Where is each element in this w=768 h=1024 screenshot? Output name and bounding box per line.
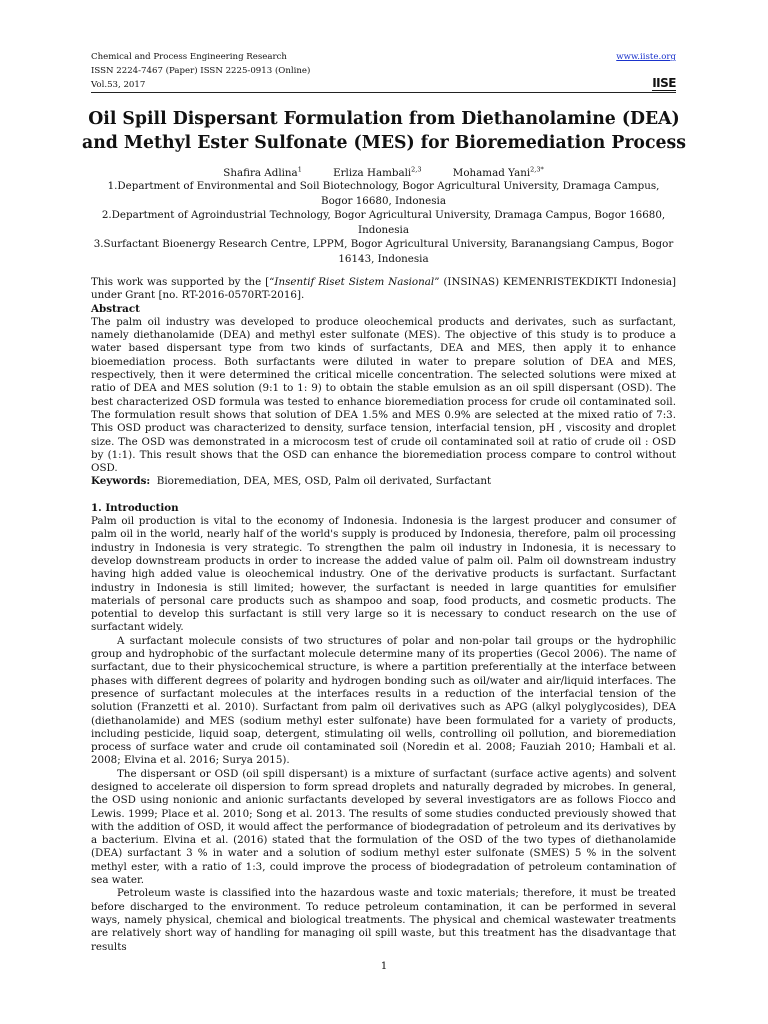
paragraph: Palm oil production is vital to the economy of Indonesia. Indonesia is the largest producer and consumer of palm oil in the world, nearly half of the world's supply is produced by Indonesia, therefore, palm oil processing industry in Indonesia is very strategic. To strengthen the palm oil industry in Indonesia, it is necessary to develop downstream products in order to increase the added value of palm oil. Palm oil downstream industry having high added value is oleochemical industry. One of the derivative products is surfactant. Surfactant industry in Indonesia is still limited; however, the surfactant is needed in large quantities for emulsifier materials of personal care products such as shampoo and soap, food products, and cosmetic products. The potential to develop this surfactant is still very large so it is necessary to conduct research on the use of surfactant widely. [91, 515, 676, 634]
paragraph: Petroleum waste is classified into the hazardous waste and toxic materials; therefore, it must be treated before discharged to the environment. To reduce petroleum contamination, it can be performed in several ways, namely physical, chemical and biological treatments. The physical and chemical wastewater treatments are relatively short way of handling for managing oil spill waste, but this treatment has the disadvantage that results [91, 887, 676, 953]
keywords: Keywords: Bioremediation, DEA, MES, OSD, Palm oil derivated, Surfactant [91, 475, 492, 488]
page-number: 1 [380, 960, 388, 972]
website-link[interactable]: www.iiste.org [616, 52, 676, 62]
affiliation: 2.Department of Agroindustrial Technology, Bogor Agricultural University, Dramaga Campus, Bogor 16680, Indonesia [101, 209, 666, 236]
issn-line: ISSN 2224-7467 (Paper) ISSN 2225-0913 (Online) [91, 66, 311, 76]
volume-line: Vol.53, 2017 [91, 80, 146, 90]
affiliation: 1.Department of Environmental and Soil Biotechnology, Bogor Agricultural University, Dramaga Campus, Bogor 16680, Indonesia [107, 180, 660, 207]
abstract-text: The palm oil industry was developed to produce oleochemical products and derivates, such as surfactant, namely diethanolamide (DEA) and methyl ester sulfonate (MES). The objective of this study is to produce a water based dispersant type from two kinds of surfactants, DEA and MES, then apply it to enhance bioemediation process. Both surfactants were diluted in water to prepare solution of DEA and MES, respectively, then it were determined the critical micelle concentration. The selected solutions were mixed at ratio of DEA and MES solution (9:1 to 1: 9) to obtain the stable emulsion as an oil spill dispersant (OSD). The best characterized OSD formula was tested to enhance bioremediation process for crude oil contaminated soil. The formulation result shows that solution of DEA 1.5% and MES 0.9% are selected at the mixed ratio of 7:3. This OSD product was characterized to density, surface tension, interfacial tension, pH , viscosity and droplet size. The OSD was demonstrated in a microcosm test of crude oil contaminated soil at ratio of crude oil : OSD by (1:1). This result shows that the OSD can enhance the bioremediation process compare to control without OSD. [91, 315, 676, 475]
logo-text: IISE [652, 76, 676, 90]
section-heading: 1. Introduction [91, 501, 179, 514]
author: Erliza Hambali$^{2,3}$ [333, 166, 422, 180]
journal-name: Chemical and Process Engineering Research [91, 52, 287, 62]
header-right [616, 50, 676, 64]
iiste-logo [650, 69, 676, 91]
author: Mohamad Yani$^{2,3*}$ [452, 166, 544, 180]
running-header [91, 50, 310, 92]
affiliations [91, 179, 676, 267]
funding-statement: This work was supported by the [“Insentif Riset Sistem Nasional” (INSINAS) KEMENRISTEKDIKTI Indonesia] under Grant [no. RT-2016-0570RT-2016]. [91, 276, 676, 302]
abstract-heading: Abstract [91, 302, 140, 315]
author: Shafira Adlina$^1$ [223, 166, 302, 180]
paragraph: The dispersant or OSD (oil spill dispersant) is a mixture of surfactant (surface active agents) and solvent designed to accelerate oil dispersion to form spread droplets and naturally degraded by microbes. In general, the OSD using nonionic and anionic surfactants developed by several investigators are as follows Fiocco and Lewis. 1999; Place et al. 2010; Song et al. 2013. The results of some studies conducted previously showed that with the addition of OSD, it would affect the performance of biodegradation of petroleum and its derivatives by a bacterium. Elvina et al. (2016) stated that the formulation of the OSD of the two types of diethanolamide (DEA) surfactant 3 % in water and a solution of sodium methyl ester sulfonate (SMES) 5 % in the solvent methyl ester, with a ratio of 1:3, could improve the process of biodegradation of petroleum contamination of sea water. [91, 767, 676, 887]
paper-title: Oil Spill Dispersant Formulation from Diethanolamine (DEA) and Methyl Ester Sulfonate (MES) for Bioremediation Process [82, 109, 686, 153]
header-rule [91, 92, 676, 93]
paper-body [91, 276, 676, 954]
affiliation: 3.Surfactant Bioenergy Research Centre, LPPM, Bogor Agricultural University, Baranangsiang Campus, Bogor 16143, Indonesia [93, 238, 674, 265]
paragraph: A surfactant molecule consists of two structures of polar and non-polar tail groups or the hydrophilic group and hydrophobic of the surfactant molecule determine many of its properties (Gecol 2006). The name of surfactant, due to their physicochemical structure, is where a partition preferentially at the interface between phases with different degrees of polarity and hydrogen bonding such as oil/water and air/liquid interfaces. The presence of surfactant molecules at the interfaces results in a reduction of the interfacial tension of the solution (Franzetti et al. 2010). Surfactant from palm oil derivatives such as APG (alkyl polyglycosides), DEA (diethanolamide) and MES (sodium methyl ester sulfonate) have been formulated for a variety of products, including pesticide, liquid soap, detergent, stimulating oil wells, controlling oil pollution, and bioremediation process of surface water and crude oil contaminated soil (Noredin et al. 2008; Fauziah 2010; Hambali et al. 2008; Elvina et al. 2016; Surya 2015). [91, 634, 676, 767]
